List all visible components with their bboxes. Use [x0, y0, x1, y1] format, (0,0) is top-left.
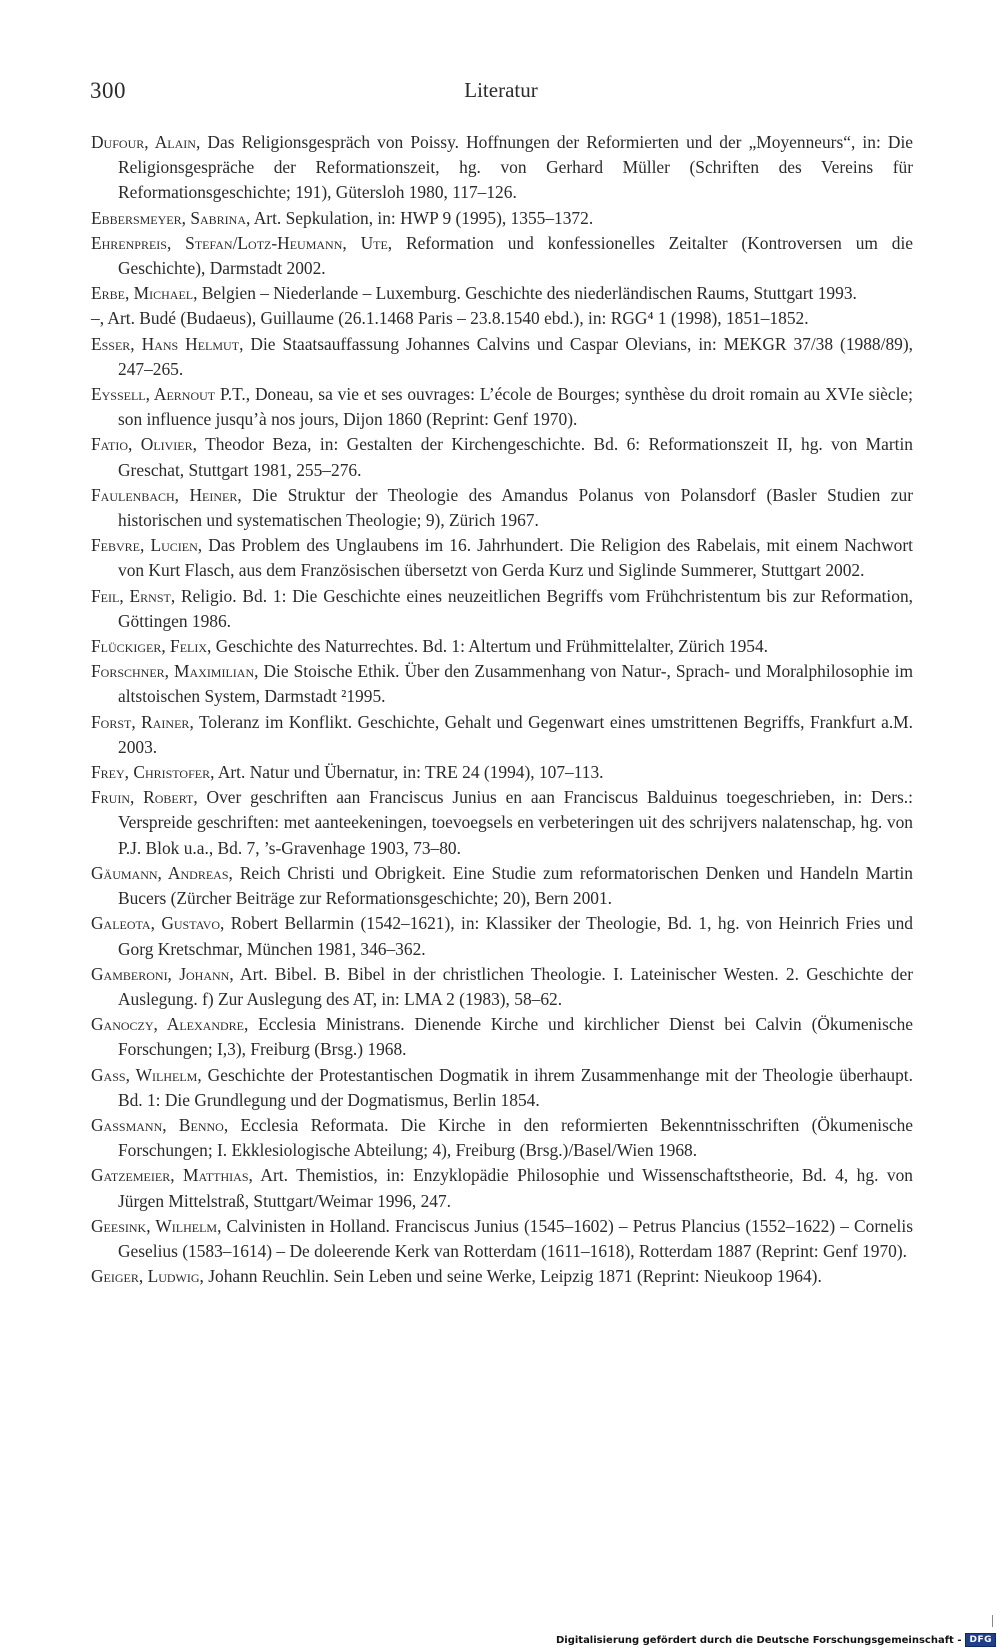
entry-author: Ehrenpreis, Stefan/Lotz-Heumann, Ute: [91, 232, 388, 253]
bibliography-entry: [91, 785, 913, 861]
entry-text: P.T., Doneau, sa vie et ses ouvrages: L’école de Bourges; synthèse du droit romain au XVIe siècle; son influence jusqu’à nos jours, Dijon 1860 (Reprint: Genf 1970).: [118, 384, 913, 430]
bibliography-entry: [91, 760, 913, 785]
entry-text: , Religio. Bd. 1: Die Geschichte eines neuzeitlichen Begriffs vom Frühchristentum bis zur Reformation, Göttingen 1986.: [118, 585, 913, 631]
entry-text: , Calvinisten in Holland. Franciscus Junius (1545–1602) – Petrus Plancius (1552–1622) – Cornelis Geselius (1583–1614) – De doleerende Kerk van Rotterdam (1611–1618), Rotterdam 1887 (Reprint: Genf 1970).: [118, 1215, 913, 1261]
bibliography-entry: [91, 281, 913, 306]
entry-author: Gatzemeier, Matthias: [91, 1165, 249, 1186]
page-number: 300: [90, 78, 126, 103]
entry-text: , Art. Themistios, in: Enzyklopädie Philosophie und Wissenschaftstheorie, Bd. 4, hg. von Jürgen Mittelstraß, Stuttgart/Weimar 1996, 247.: [118, 1165, 914, 1211]
entry-author: Geiger, Ludwig: [91, 1266, 200, 1287]
bibliography-entry: [91, 382, 913, 432]
entry-text: , Reformation und konfessionelles Zeitalter (Kontroversen um die Geschichte), Darmstadt 2002.: [118, 232, 913, 279]
bibliography-entry: [91, 659, 913, 709]
entry-text: , Belgien – Niederlande – Luxemburg. Geschichte des niederländischen Raums, Stuttgart 1993.: [193, 283, 857, 304]
entry-text: , Reich Christi und Obrigkeit. Eine Studie zum reformatorischen Denken und Handeln Martin Bucers (Zürcher Beiträge zur Reformationsgeschichte; 20), Bern 2001.: [118, 862, 914, 909]
entry-text: , Theodor Beza, in: Gestalten der Kirchengeschichte. Bd. 6: Reformationszeit II, hg. von Martin Greschat, Stuttgart 1981, 255–276.: [118, 434, 914, 480]
entry-text: , Die Staatsauffassung Johannes Calvins und Caspar Olevians, in: MEKGR 37/38 (1988/89), 247–265.: [118, 333, 913, 379]
bibliography-entry: [91, 533, 913, 583]
entry-text: , Over geschriften aan Franciscus Junius en aan Franciscus Balduinus toegeschrieben, in: Ders.: Verspreide geschriften: met aanteekeningen, toevoegsels en verbeteringen uit des schrijvers nalatenschap, hg. von P.J. Blok u.a., Bd. 7, ’s-Gravenhage 1903, 73–80.: [118, 787, 913, 858]
bibliography-list: [91, 130, 913, 1289]
entry-author: Gassmann, Benno: [91, 1114, 224, 1135]
dfg-logo: DFG: [965, 1633, 996, 1647]
page-edge-mark: [992, 1615, 993, 1627]
entry-text: , Das Religionsgespräch von Poissy. Hoffnungen der Reformierten und der „Moyenneurs“, in: Die Religionsgespräche der Reformationszeit, hg. von Gerhard Müller (Schriften des Vereins für Reformationsgeschichte; 191), Gütersloh 1980, 117–126.: [118, 132, 913, 203]
bibliography-entry: [91, 911, 913, 961]
entry-text: , Die Struktur der Theologie des Amandus Polanus von Polansdorf (Basler Studien zur historischen und systematischen Theologie; 9), Zürich 1967.: [118, 484, 913, 531]
bibliography-entry: [91, 1012, 913, 1062]
entry-text: , Das Problem des Unglaubens im 16. Jahrhundert. Die Religion des Rabelais, mit einem Nachwort von Kurt Flasch, aus dem Französischen übersetzt von Gerda Kurz und Siglinde Summerer, Stuttgart 2002.: [118, 535, 913, 581]
bibliography-entry: [91, 584, 913, 634]
entry-author: Eyssell, Aernout: [91, 384, 216, 405]
bibliography-entry: [91, 130, 913, 206]
entry-text: , Art. Bibel. B. Bibel in der christlichen Theologie. I. Lateinischer Westen. 2. Geschichte der Auslegung. f) Zur Auslegung des AT, in: LMA 2 (1983), 58–62.: [118, 963, 913, 1009]
bibliography-entry: [91, 1113, 913, 1163]
entry-author: Forst, Rainer: [91, 711, 190, 732]
entry-author: Eßer, Hans Helmut: [91, 333, 240, 354]
entry-text: , Geschichte der Protestantischen Dogmatik in ihrem Zusammenhange mit der Theologie überhaupt. Bd. 1: Die Grundlegung und der Dogmatismus, Berlin 1854.: [118, 1064, 913, 1110]
bibliography-entry: [91, 432, 913, 482]
entry-author: Dufour, Alain: [91, 132, 196, 152]
bibliography-entry: [91, 1163, 913, 1213]
bibliography-entry: [91, 483, 913, 533]
credit-text: Digitalisierung gefördert durch die Deutsche Forschungsgemeinschaft -: [555, 1634, 962, 1646]
bibliography-entry: [91, 1214, 913, 1264]
entry-author: Galeota, Gustavo: [91, 913, 221, 934]
entry-author: Febvre, Lucien: [91, 535, 198, 556]
entry-text: , Ecclesia Reformata. Die Kirche in den reformierten Bekenntnisschriften (Ökumenische Forschungen; I. Ekklesiologische Abteilung; 4), Freiburg (Brsg.)/Basel/Wien 1968.: [118, 1114, 913, 1161]
entry-text: , Ecclesia Ministrans. Dienende Kirche und kirchlicher Dienst bei Calvin (Ökumenische Forschungen; I,3), Freiburg (Brsg.) 1968.: [118, 1014, 913, 1060]
entry-text: –, Art. Budé (Budaeus), Guillaume (26.1.1468 Paris – 23.8.1540 ebd.), in: RGG⁴ 1 (1998), 1851–1852.: [91, 308, 809, 329]
entry-author: Flückiger, Felix: [91, 636, 208, 657]
entry-text: , Robert Bellarmin (1542–1621), in: Klassiker der Theologie, Bd. 1, hg. von Heinrich Fries und Gorg Kretschmar, München 1981, 346–362.: [118, 913, 913, 959]
entry-text: , Johann Reuchlin. Sein Leben und seine Werke, Leipzig 1871 (Reprint: Nieukoop 1964).: [199, 1266, 822, 1287]
entry-author: Ganoczy, Alexandre: [91, 1014, 244, 1035]
entry-author: Gass, Wilhelm: [91, 1064, 198, 1085]
entry-author: Forschner, Maximilian: [91, 661, 255, 682]
bibliography-entry: [91, 206, 913, 231]
entry-author: Feil, Ernst: [91, 585, 171, 606]
digitization-credit: [550, 1629, 1000, 1651]
entry-text: , Art. Sepkulation, in: HWP 9 (1995), 1355–1372.: [246, 207, 594, 228]
entry-author: Gäumann, Andreas: [91, 862, 229, 883]
entry-author: Ebbersmeyer, Sabrina: [91, 207, 247, 228]
entry-author: Frey, Christofer: [91, 762, 211, 783]
entry-author: Geesink, Wilhelm: [91, 1215, 218, 1236]
bibliography-entry: [91, 1063, 913, 1113]
running-title: Literatur: [464, 78, 538, 102]
entry-text: , Geschichte des Naturrechtes. Bd. 1: Altertum und Frühmittelalter, Zürich 1954.: [207, 636, 769, 657]
entry-text: , Art. Natur und Übernatur, in: TRE 24 (1994), 107–113.: [210, 762, 604, 783]
bibliography-entry: [91, 861, 913, 911]
bibliography-entry: [91, 710, 913, 760]
entry-author: Gamberoni, Johann: [91, 963, 230, 984]
bibliography-entry: [91, 1264, 913, 1289]
entry-text: , Toleranz im Konflikt. Geschichte, Gehalt und Gegenwart eines umstrittenen Begriffs, Frankfurt a.M. 2003.: [118, 711, 913, 757]
bibliography-entry: [91, 306, 913, 331]
bibliography-entry: [91, 332, 913, 382]
entry-author: Fruin, Robert: [91, 787, 194, 808]
entry-author: Erbe, Michael: [91, 283, 194, 304]
bibliography-entry: [91, 634, 913, 659]
bibliography-entry: [91, 231, 913, 281]
entry-author: Faulenbach, Heiner: [91, 484, 238, 505]
entry-author: Fatio, Olivier: [91, 434, 193, 455]
entry-text: , Die Stoische Ethik. Über den Zusammenhang von Natur-, Sprach- und Moralphilosophie im altstoischen System, Darmstadt ²1995.: [118, 661, 913, 707]
page-header: [90, 78, 912, 110]
bibliography-entry: [91, 962, 913, 1012]
